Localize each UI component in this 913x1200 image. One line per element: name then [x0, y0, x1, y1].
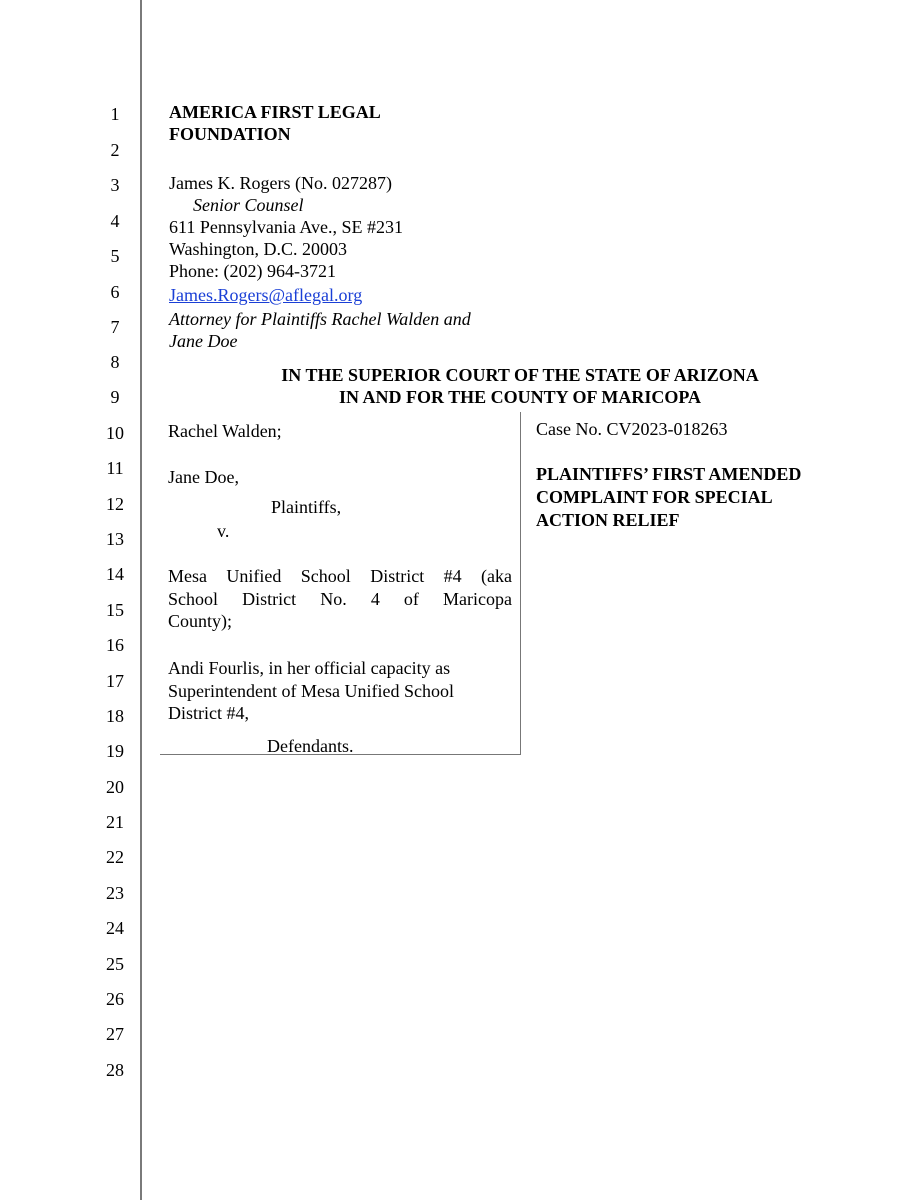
- defendant-1-line1: Mesa Unified School District #4 (aka: [168, 566, 512, 586]
- caption-divider-vertical: [520, 412, 521, 754]
- complaint-title-line1: PLAINTIFFS’ FIRST AMENDED: [536, 464, 802, 484]
- line-number: 22: [106, 847, 124, 867]
- line-number: 3: [110, 175, 120, 195]
- line-number: 8: [110, 352, 120, 372]
- firm-name-line1: AMERICA FIRST LEGAL: [169, 102, 381, 122]
- line-number: 14: [106, 564, 124, 584]
- plaintiff-1: Rachel Walden;: [168, 421, 282, 441]
- defendant-2-line1: Andi Fourlis, in her official capacity as: [168, 658, 451, 678]
- case-number: Case No. CV2023-018263: [536, 419, 728, 439]
- line-number: 18: [106, 706, 124, 726]
- left-margin-rule: [140, 0, 142, 1200]
- line-number: 24: [106, 918, 124, 938]
- complaint-title-line3: ACTION RELIEF: [536, 510, 680, 530]
- line-number: 16: [106, 635, 124, 655]
- phone-number: Phone: (202) 964-3721: [169, 261, 336, 281]
- line-number: 15: [106, 600, 124, 620]
- line-number: 27: [106, 1024, 124, 1044]
- line-number: 1: [110, 104, 120, 124]
- line-number: 23: [106, 883, 124, 903]
- line-number: 12: [106, 494, 124, 514]
- line-number: 13: [106, 529, 124, 549]
- line-number: 20: [106, 777, 124, 797]
- line-number: 11: [106, 458, 124, 478]
- firm-name-line2: FOUNDATION: [169, 124, 291, 144]
- attorney-role-line1: Attorney for Plaintiffs Rachel Walden and: [169, 309, 471, 329]
- defendants-label: Defendants.: [267, 736, 354, 756]
- email-link[interactable]: James.Rogers@aflegal.org: [169, 285, 363, 305]
- line-number: 5: [110, 246, 120, 266]
- versus: v.: [217, 521, 230, 541]
- attorney-title: Senior Counsel: [193, 195, 304, 215]
- address-line1: 611 Pennsylvania Ave., SE #231: [169, 217, 403, 237]
- attorney-name: James K. Rogers (No. 027287): [169, 173, 392, 193]
- plaintiff-2: Jane Doe,: [168, 467, 239, 487]
- line-number: 9: [110, 387, 120, 407]
- defendant-2-line2: Superintendent of Mesa Unified School: [168, 681, 454, 701]
- complaint-title-line2: COMPLAINT FOR SPECIAL: [536, 487, 773, 507]
- defendant-1-line3: County);: [168, 611, 233, 631]
- line-number: 25: [106, 954, 124, 974]
- line-number: 10: [106, 423, 124, 443]
- line-number: 17: [106, 671, 124, 691]
- line-number: 19: [106, 741, 124, 761]
- line-number: 4: [110, 211, 120, 231]
- line-number: 28: [106, 1060, 124, 1080]
- attorney-role-line2: Jane Doe: [169, 331, 238, 351]
- plaintiffs-label: Plaintiffs,: [271, 497, 342, 517]
- court-name-line2: IN AND FOR THE COUNTY OF MARICOPA: [338, 387, 701, 407]
- defendant-2-line3: District #4,: [168, 703, 249, 723]
- court-name-line1: IN THE SUPERIOR COURT OF THE STATE OF ARIZONA: [281, 365, 759, 385]
- line-number: 6: [110, 282, 120, 302]
- line-number: 2: [110, 140, 120, 160]
- line-number: 7: [110, 317, 120, 337]
- address-line2: Washington, D.C. 20003: [169, 239, 348, 259]
- line-number: 21: [106, 812, 124, 832]
- defendant-1-line2: School District No. 4 of Maricopa: [168, 589, 512, 609]
- line-number: 26: [106, 989, 124, 1009]
